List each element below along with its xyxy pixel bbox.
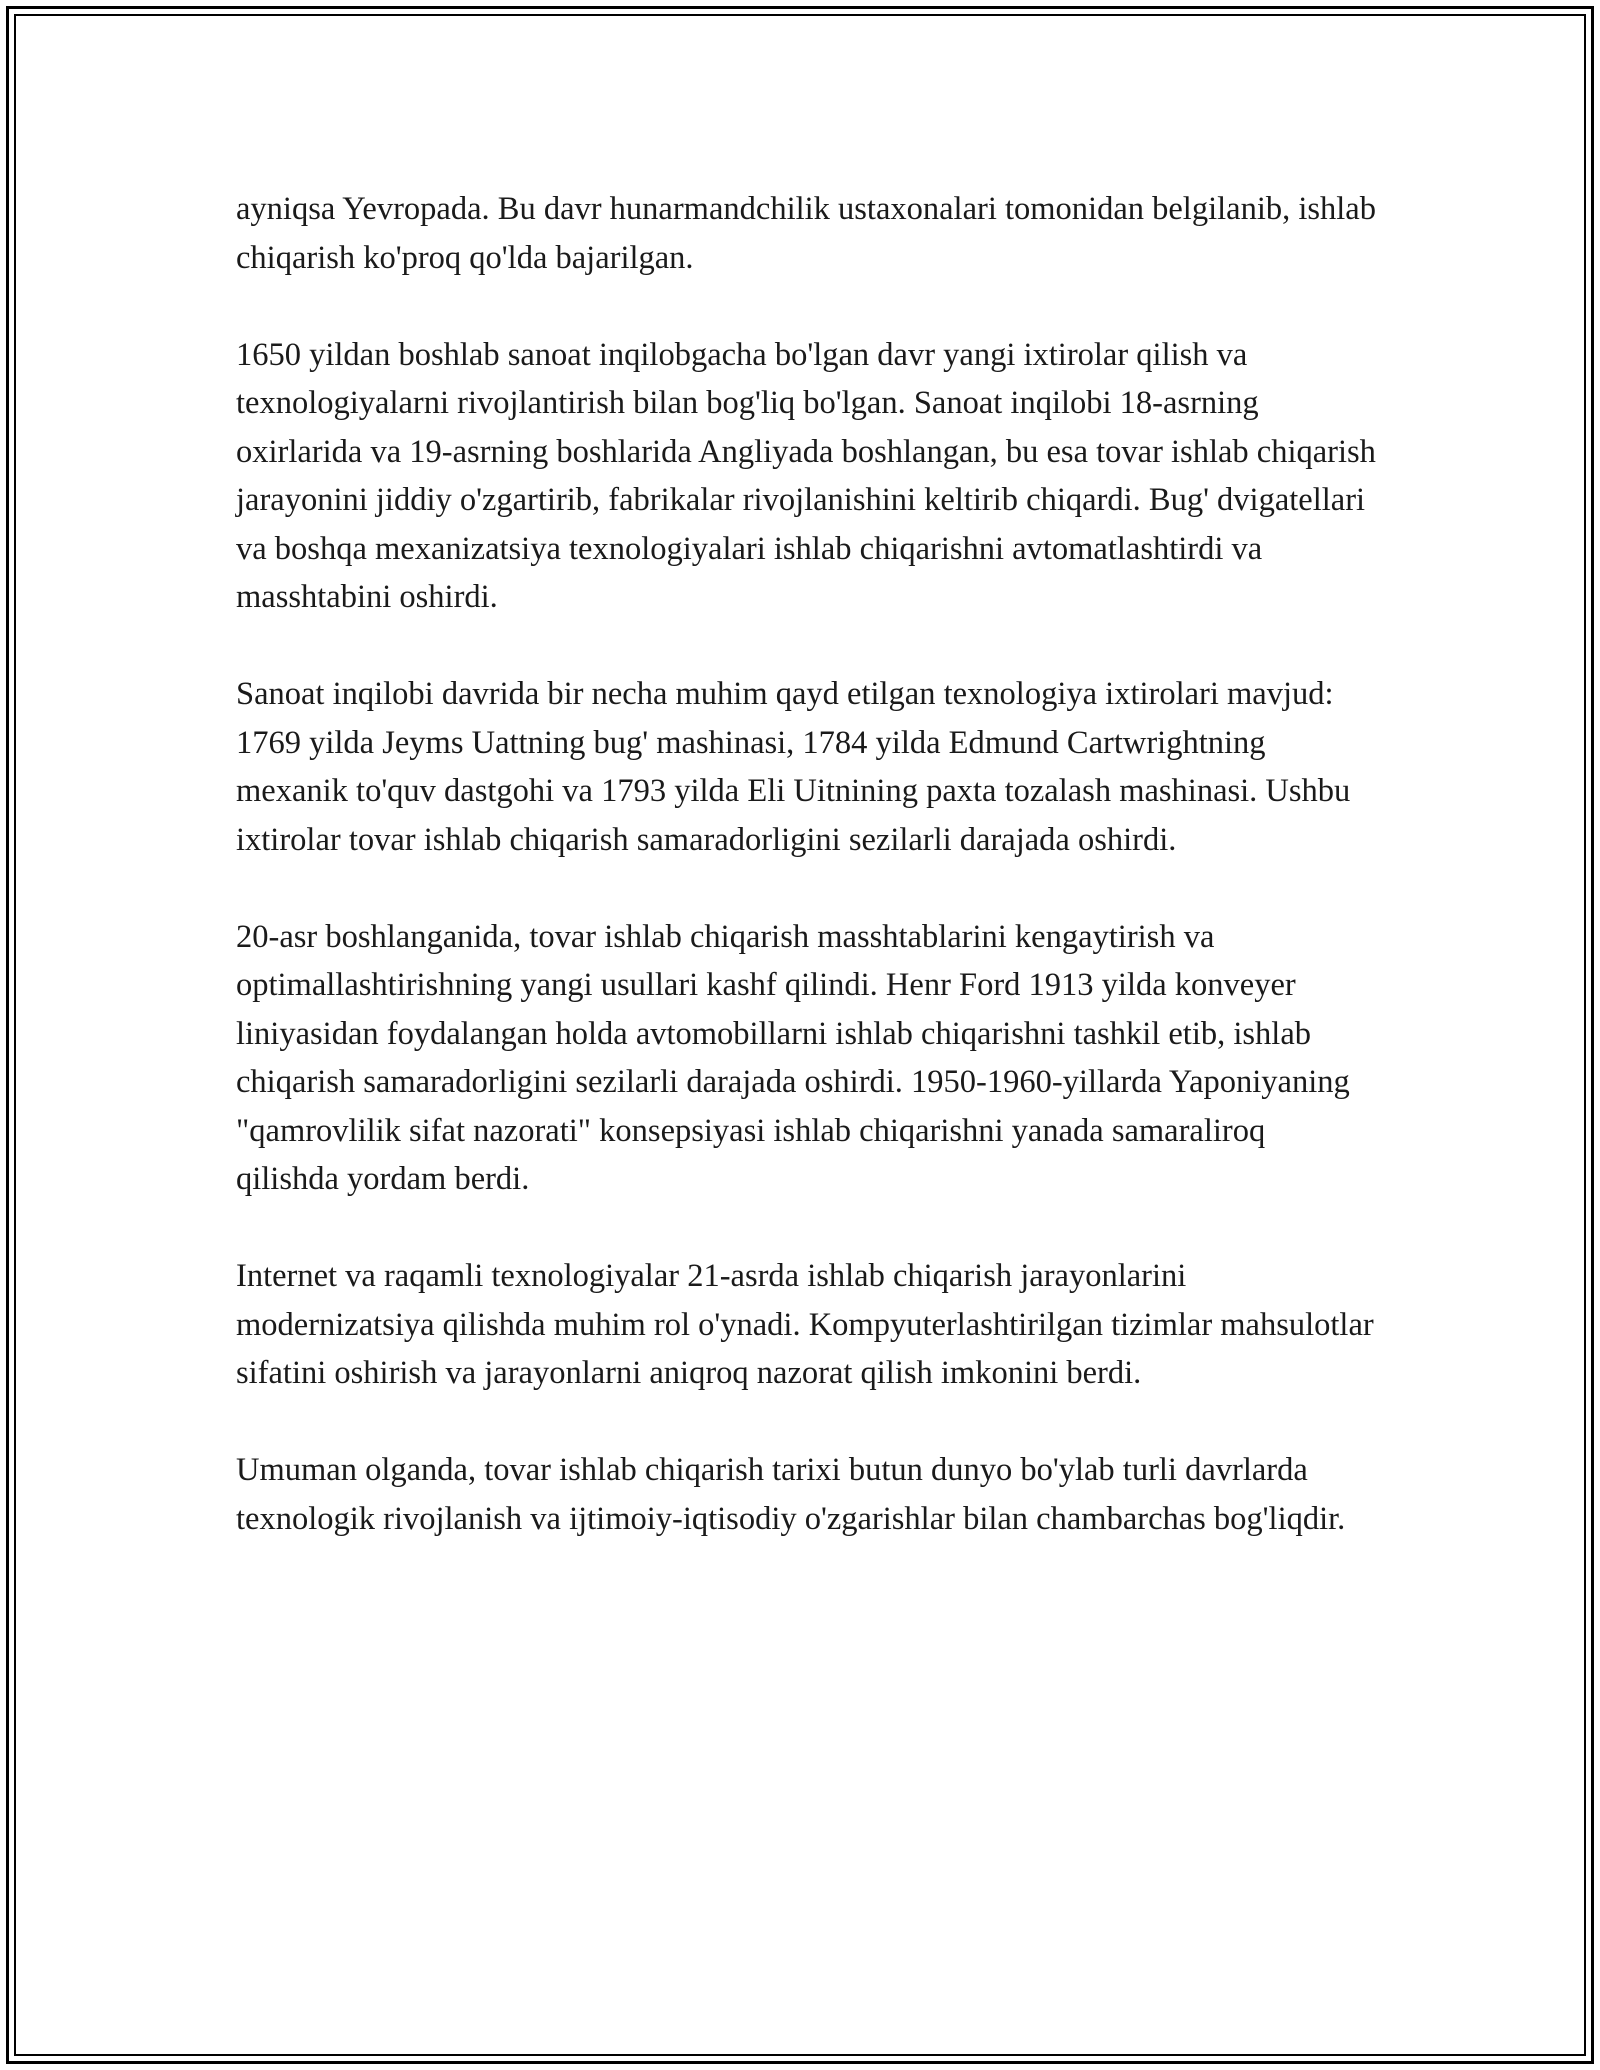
paragraph-twentieth-century: 20-asr boshlanganida, tovar ishlab chiqarish masshtablarini kengaytirish va optimallashtirishning yangi usullari kashf qilindi. Henr Ford 1913 yilda konveyer liniyasidan foydalangan holda avtomobillarni ishlab chiqarishni tashkil etib, ishlab chiqarish samaradorligini sezilarli darajada oshirdi. 1950-1960-yillarda Yaponiyaning "qamrovlilik sifat nazorati" konsepsiyasi ishlab chiqarishni yanada samaraliroq qilishda yordam berdi. [236, 918, 1350, 1197]
paragraph-inventions: Sanoat inqilobi davrida bir necha muhim qayd etilgan texnologiya ixtirolari mavjud: 1769 yilda Jeyms Uattning bug' mashinasi, 1784 yilda Edmund Cartwrightning mexanik to'quv dastgohi va 1793 yilda Eli Uitnining paxta tozalash mashinasi. Ushbu ixtirolar tovar ishlab chiqarish samaradorligini sezilarli darajada oshirdi. [236, 676, 1351, 858]
paragraph-industrial-revolution: 1650 yildan boshlab sanoat inqilobgacha bo'lgan davr yangi ixtirolar qilish va texnologiyalarni rivojlantirish bilan bog'liq bo'lgan. Sanoat inqilobi 18-asrning oxirlarida va 19-asrning boshlarida Angliyada boshlangan, bu esa tovar ishlab chiqarish jarayonini jiddiy o'zgartirib, fabrikalar rivojlanishini keltirib chiqardi. Bug' dvigatellari va boshqa mexanizatsiya texnologiyalari ishlab chiqarishni avtomatlashtirdi va masshtabini oshirdi. [236, 336, 1376, 615]
paragraph-europe-craft: ayniqsa Yevropada. Bu davr hunarmandchilik ustaxonalari tomonidan belgilanib, ishlab chiqarish ko'proq qo'lda bajarilgan. [236, 191, 1376, 276]
paragraph-digital-technologies: Internet va raqamli texnologiyalar 21-asrda ishlab chiqarish jarayonlarini modernizatsiya qilishda muhim rol o'ynadi. Kompyuterlashtirilgan tizimlar mahsulotlar sifatini oshirish va jarayonlarni aniqroq nazorat qilish imkonini berdi. [236, 1258, 1374, 1391]
paragraph-conclusion: Umuman olganda, tovar ishlab chiqarish tarixi butun dunyo bo'ylab turli davrlarda texnologik rivojlanish va ijtimoiy-iqtisodiy o'zgarishlar bilan chambarchas bog'liqdir. [236, 1452, 1346, 1537]
document-body [236, 185, 1376, 1592]
